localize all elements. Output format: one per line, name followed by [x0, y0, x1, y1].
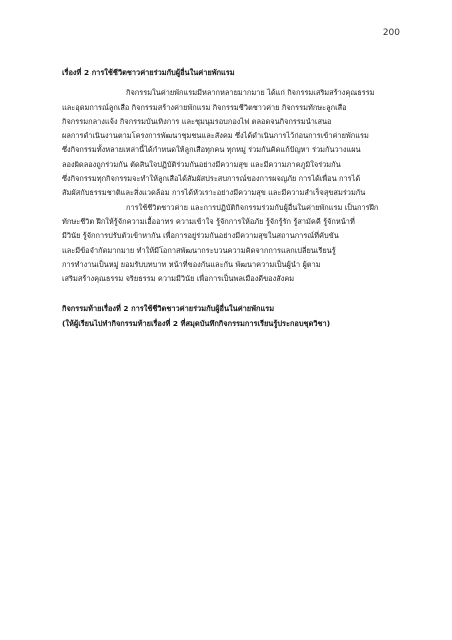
paragraph-2-line: และมีข้อจำกัดมากมาย ทำให้มีโอกาสพัฒนากระบวนความคิดจากการแลกเปลี่ยนเรียนรู้ — [62, 245, 336, 255]
paragraph-1 — [62, 86, 392, 200]
paragraph-1-line: กิจกรรมในค่ายพักแรมมีหลากหลายมากมาย ได้แก่ กิจกรรมเสริมสร้างคุณธรรม — [126, 88, 375, 98]
activity-instruction: (ให้ผู้เรียนไปทำกิจกรรมท้ายเรื่องที่ 2 ที่สมุดบันทึกกิจกรรมการเรียนรู้ประกอบชุดวิชา) — [62, 318, 331, 328]
paragraph-2-line: การทำงานเป็นหมู่ ยอมรับบทบาท หน้าที่ของกันและกัน พัฒนาความเป็นผู้นำ ผู้ตาม — [62, 259, 321, 269]
paragraph-2-line: ทักษะชีวิต ฝึกให้รู้จักความเอื้ออาทร ความเข้าใจ รู้จักการให้อภัย รู้จักรู้รัก รู้สามัคคี รู้จักหน้าที่ — [62, 216, 355, 226]
page-content — [62, 66, 392, 331]
paragraph-1-line: และอุดมการณ์ลูกเสือ กิจกรรมสร้างค่ายพักแรม กิจกรรมชีวิตชาวค่าย กิจกรรมทักษะลูกเสือ — [62, 102, 347, 112]
paragraph-1-line: ซึ่งกิจกรรมทั้งหลายเหล่านี้ได้กำหนดให้ลูกเสือทุกคน ทุกหมู่ ร่วมกันคิดแก้ปัญหา ร่วมกันวางแผน — [62, 145, 361, 155]
paragraph-1-line: ซึ่งกิจกรรมทุกกิจกรรมจะทำให้ลูกเสือได้สัมผัสประสบการณ์ของการผจญภัย การได้เพื่อน การได้ — [62, 174, 361, 184]
paragraph-1-line: ลองผิดลองถูกร่วมกัน ตัดสินใจปฏิบัติร่วมกันอย่างมีความสุข และมีความภาคภูมิใจร่วมกัน — [62, 159, 341, 169]
section-heading: เรื่องที่ 2 การใช้ชีวิตชาวค่ายร่วมกับผู้อื่นในค่ายพักแรม — [62, 68, 235, 77]
paragraph-2-line: เสริมสร้างคุณธรรม จริยธรรม ความมีวินัย เพื่อการเป็นพลเมืองดีของสังคม — [62, 274, 295, 284]
paragraph-1-line: สัมผัสกับธรรมชาติและสิ่งแวดล้อม การได้หัวเราะอย่างมีความสุข และมีความสำเร็จสุขสมร่วมกัน — [62, 188, 366, 198]
paragraph-2-line: มีวินัย รู้จักการปรับตัวเข้าหากัน เพื่อการอยู่ร่วมกันอย่างมีความสุขในสถานการณ์ที่คับขัน — [62, 231, 339, 241]
activity-heading: กิจกรรมท้ายเรื่องที่ 2 การใช้ชีวิตชาวค่ายร่วมกับผู้อื่นในค่ายพักแรม — [62, 304, 275, 314]
page-number: 200 — [382, 28, 400, 38]
paragraph-1-line: กิจกรรมกลางแจ้ง กิจกรรมบันเทิงการ และชุมนุมรอบกองไฟ ตลอดจนกิจกรรมนำเสนอ — [62, 116, 332, 126]
paragraph-2-line: การใช้ชีวิตชาวค่าย และการปฏิบัติกิจกรรมร่วมกับผู้อื่นในค่ายพักแรม เป็นการฝึก — [126, 202, 379, 212]
paragraph-1-line: ผลการดำเนินงานตามโครงการพัฒนาชุมชนและสังคม ซึ่งได้ดำเนินการไว้ก่อนการเข้าค่ายพักแรม — [62, 131, 369, 141]
paragraph-2 — [62, 201, 392, 287]
